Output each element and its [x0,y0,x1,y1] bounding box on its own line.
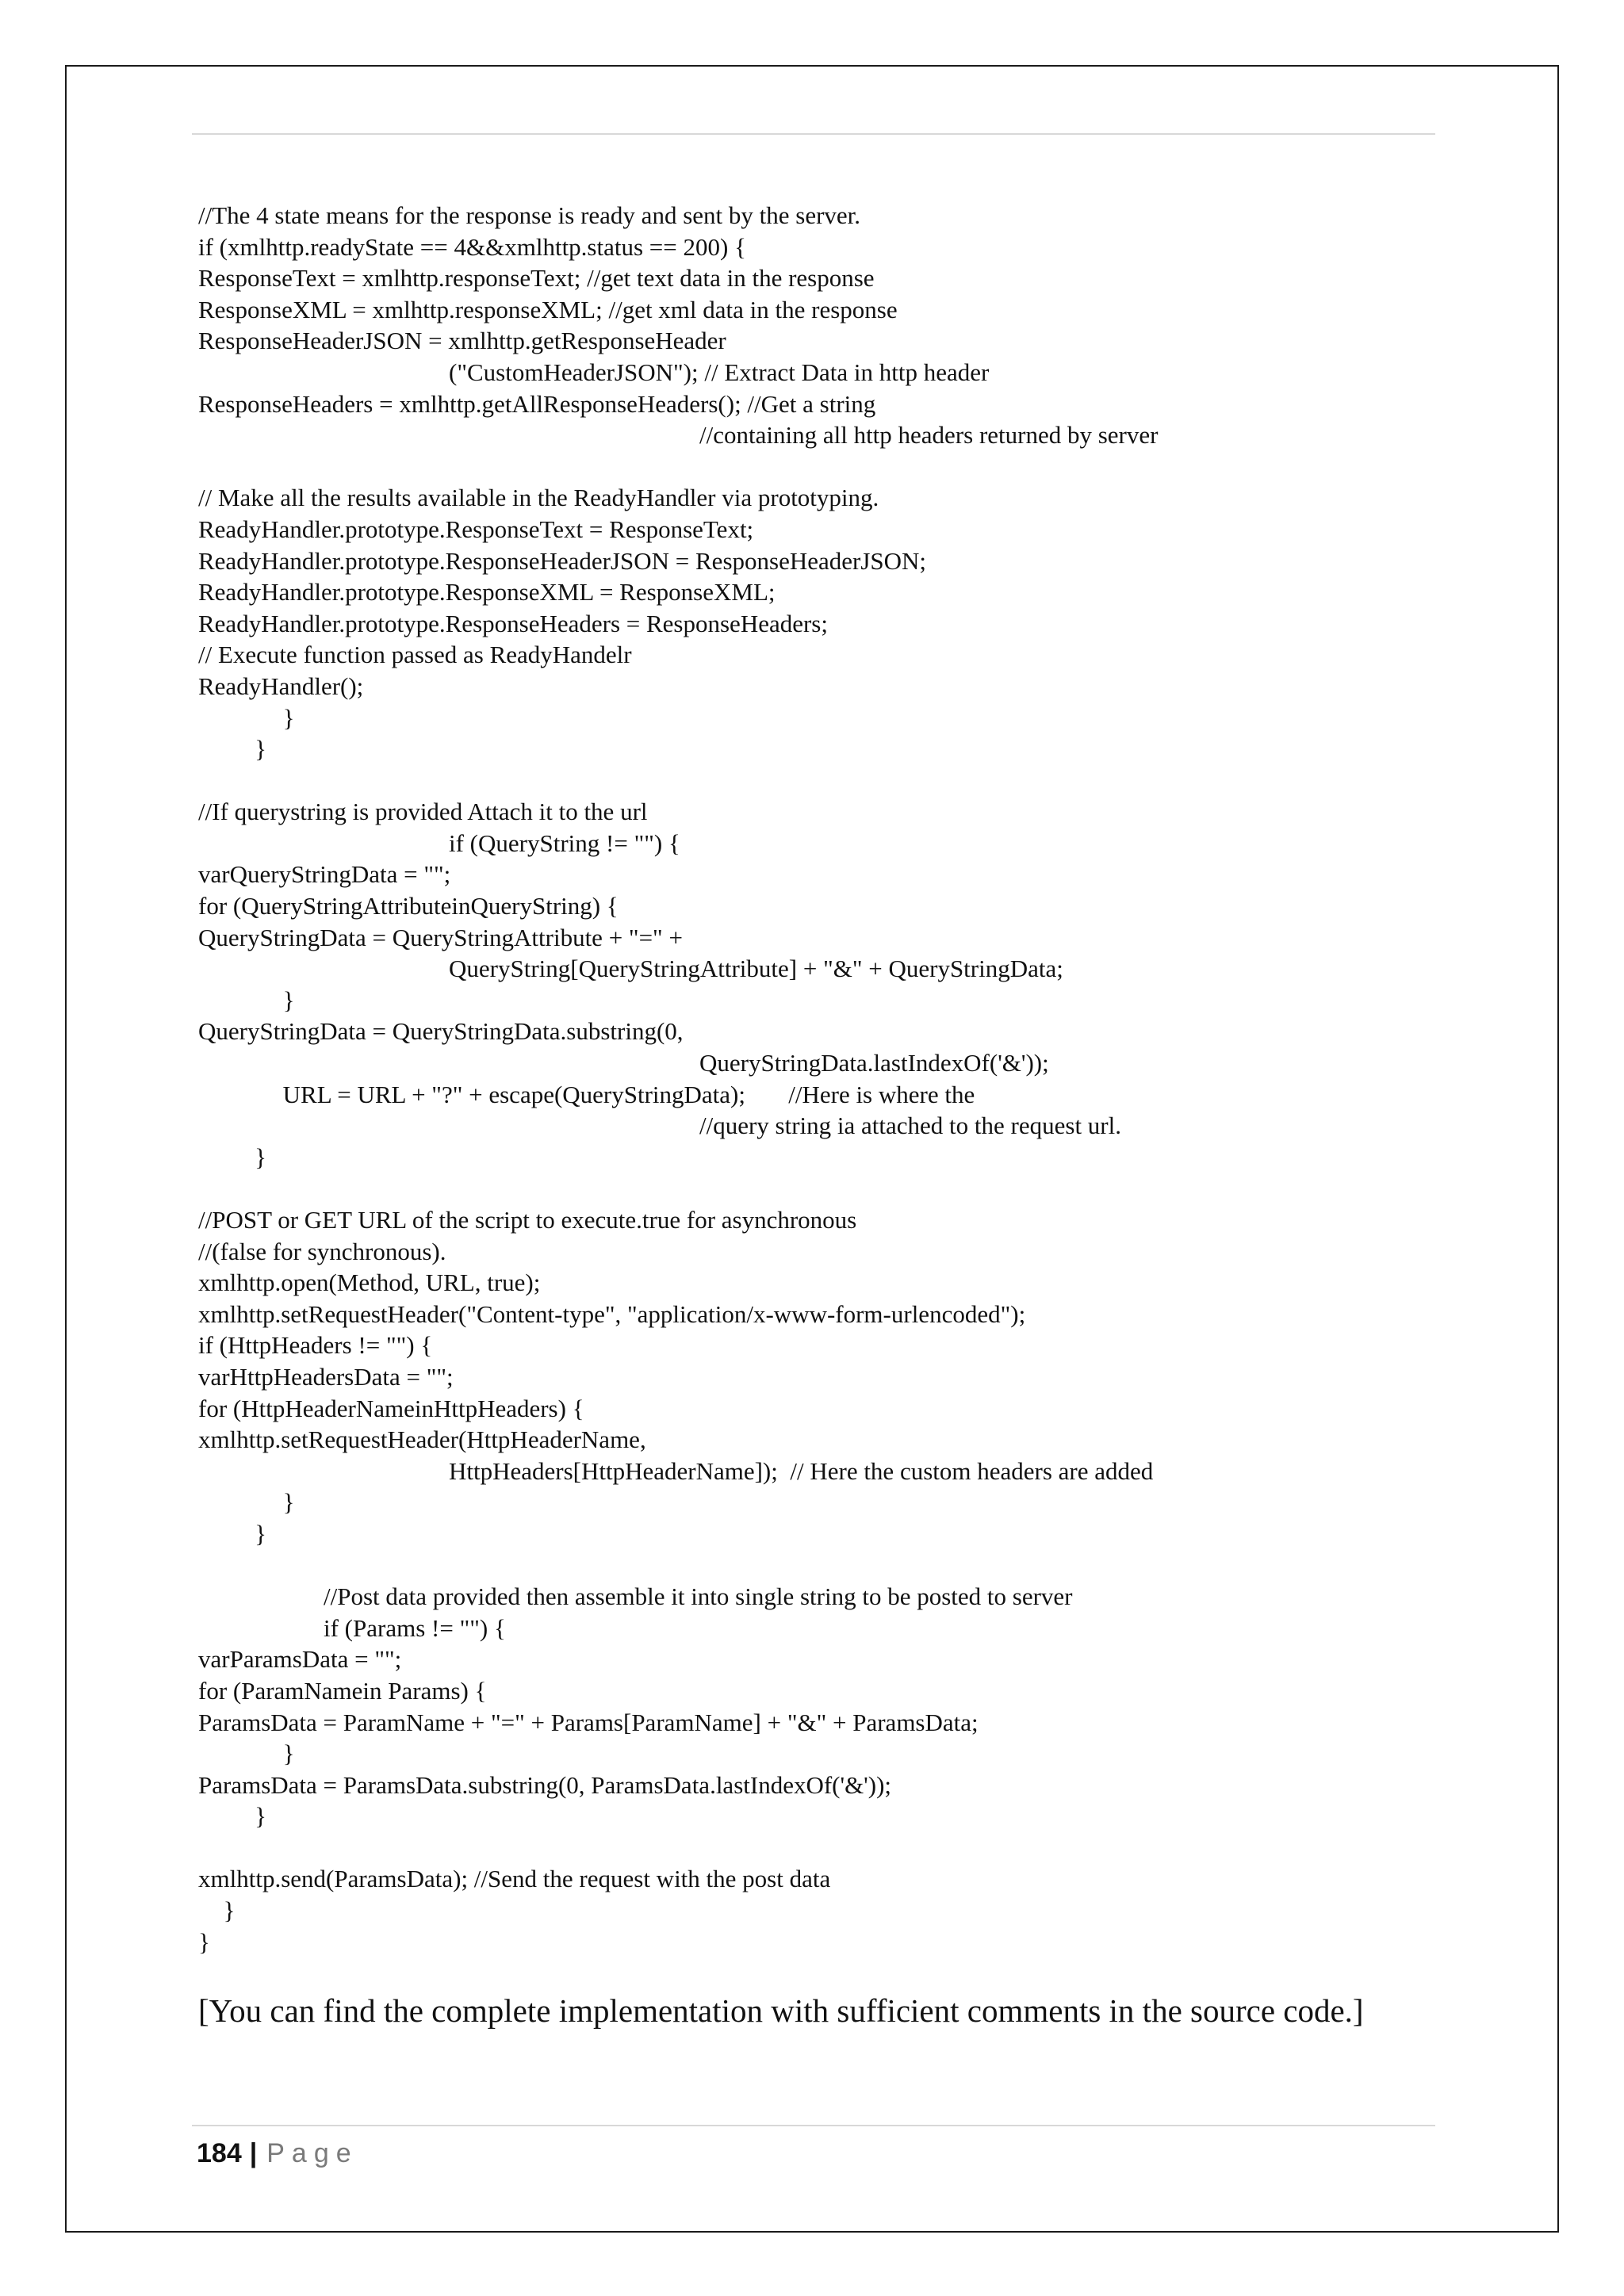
code-line: for (ParamNamein Params) { [198,1676,487,1705]
code-line: ("CustomHeaderJSON"); // Extract Data in http header [449,358,990,386]
code-line: } [282,703,295,732]
code-line: ParamsData = ParamName + "=" + Params[ParamName] + "&" + ParamsData; [198,1708,979,1736]
code-line: QueryStringData = QueryStringData.substring(0, [198,1017,684,1046]
code-line: if (HttpHeaders != "") { [198,1331,433,1360]
code-line: ResponseXML = xmlhttp.responseXML; //get xml data in the response [198,295,898,323]
code-line: varParamsData = ""; [198,1645,402,1674]
code-line: xmlhttp.open(Method, URL, true); [198,1269,541,1297]
code-line: } [255,1519,266,1548]
code-line: if (xmlhttp.readyState == 4&&xmlhttp.status == 200) { [198,232,746,261]
code-line: } [255,1142,266,1171]
blank-line [198,451,1435,483]
code-line: } [255,735,266,763]
code-line: ResponseText = xmlhttp.responseText; //get text data in the response [198,264,875,293]
code-line: } [198,1927,210,1956]
code-line: QueryString[QueryStringAttribute] + "&" + QueryStringData; [449,955,1063,983]
footer-rule [192,2125,1435,2126]
code-line: ResponseHeaders = xmlhttp.getAllResponseHeaders(); //Get a string [198,389,876,418]
code-line: ParamsData = ParamsData.substring(0, ParamsData.lastIndexOf('&')); [198,1770,892,1799]
code-line: // Make all the results available in the ReadyHandler via prototyping. [198,484,879,512]
code-line: QueryStringData = QueryStringAttribute + "=" + [198,923,683,951]
code-line: } [255,1802,266,1831]
code-line: xmlhttp.setRequestHeader(HttpHeaderName, [198,1425,646,1454]
code-line: ReadyHandler(); [198,672,364,700]
code-line: HttpHeaders[HttpHeaderName]); // Here the custom headers are added [449,1456,1154,1485]
code-line: ReadyHandler.prototype.ResponseXML = ResponseXML; [198,578,776,607]
code-line: for (QueryStringAttributeinQueryString) { [198,892,619,920]
code-line: //query string ia attached to the request url. [699,1112,1121,1140]
code-line: URL = URL + "?" + escape(QueryStringData); //Here is where the [282,1080,975,1108]
code-line: //containing all http headers returned by server [699,421,1159,450]
code-line: xmlhttp.setRequestHeader("Content-type", "application/x-www-form-urlencoded"); [198,1299,1026,1328]
blank-line [198,765,1435,797]
code-line: //(false for synchronous). [198,1237,446,1265]
footer-separator: | [249,2138,258,2168]
code-line: for (HttpHeaderNameinHttpHeaders) { [198,1394,584,1422]
header-rule [192,133,1435,135]
code-line: varHttpHeadersData = ""; [198,1362,454,1391]
blank-line [198,1832,1435,1864]
blank-line [198,1173,1435,1204]
code-line: } [282,1488,295,1517]
blank-line [198,1550,1435,1582]
code-line: if (Params != "") { [324,1613,506,1642]
code-line: QueryStringData.lastIndexOf('&')); [699,1049,1049,1077]
code-line: ReadyHandler.prototype.ResponseText = ResponseText; [198,515,754,543]
page-label: Page [266,2138,358,2168]
code-line: //The 4 state means for the response is ready and sent by the server. [198,201,861,229]
code-line: } [223,1896,236,1925]
code-line: //If querystring is provided Attach it to the url [198,798,648,826]
code-listing [198,200,1435,1957]
page-number: 184 [197,2138,242,2168]
code-line: //Post data provided then assemble it into single string to be posted to server [324,1582,1073,1611]
code-line: xmlhttp.send(ParamsData); //Send the request with the post data [198,1865,831,1893]
source-code-note: [You can find the complete implementation with sufficient comments in the source code.] [198,1992,1364,2029]
code-line: } [282,1739,295,1768]
code-line: if (QueryString != "") { [449,828,680,857]
code-line: ReadyHandler.prototype.ResponseHeaderJSON = ResponseHeaderJSON; [198,546,927,575]
code-line: //POST or GET URL of the script to execute.true for asynchronous [198,1206,857,1234]
page-footer [197,2136,358,2171]
code-line: } [282,985,295,1014]
code-line: ResponseHeaderJSON = xmlhttp.getResponseHeader [198,327,726,355]
code-line: varQueryStringData = ""; [198,860,451,889]
code-line: // Execute function passed as ReadyHandelr [198,641,632,669]
code-line: ReadyHandler.prototype.ResponseHeaders = ResponseHeaders; [198,609,828,637]
